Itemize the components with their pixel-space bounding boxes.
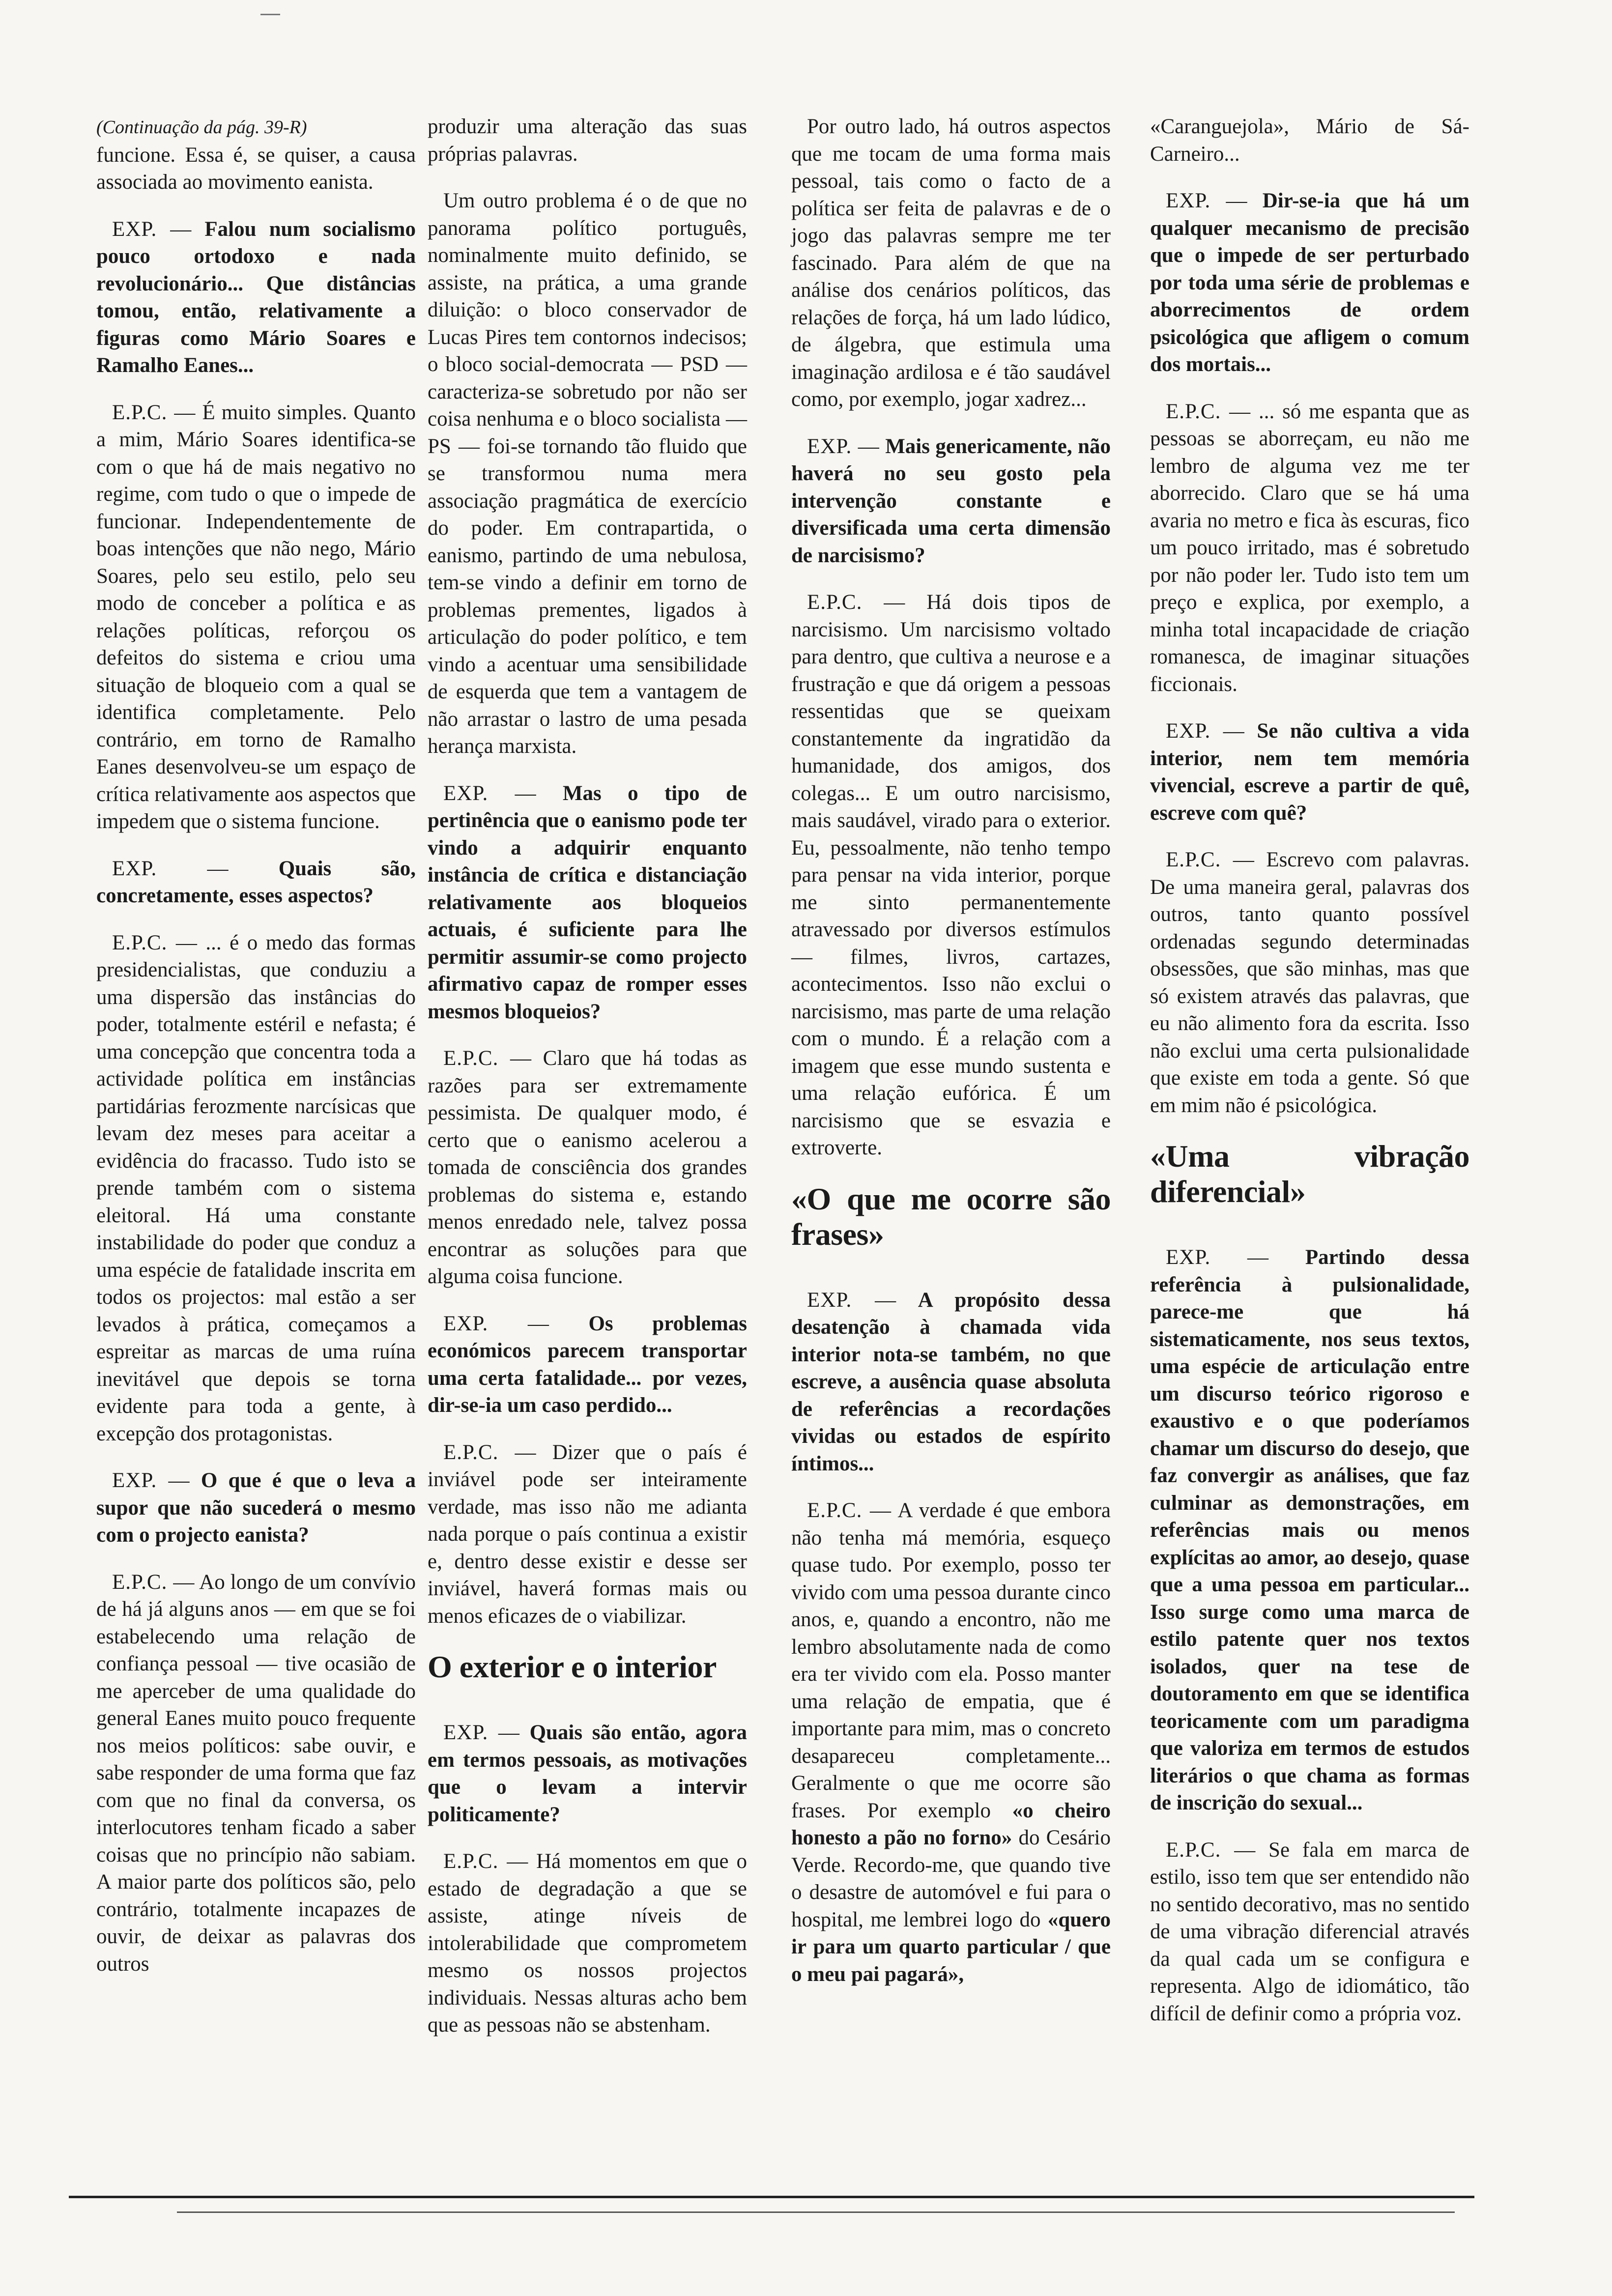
paragraph: produzir uma alteração das suas próprias palavras. [428,115,747,166]
question: EXP. — Se não cultiva a vida interior, nem tem memória vivencial, escreve a partir de quê, escreve com quê? [1150,719,1469,825]
column-4 [1150,113,1469,2047]
column-1 [96,113,416,1997]
section-heading: «Uma vibração diferencial» [1150,1139,1469,1209]
question: EXP. — A propósito dessa desatenção à chamada vida interior nota-se também, no que escreve, a ausência quase absoluta de referências a recordações vividas ou estados de espírito íntimos... [791,1288,1111,1475]
answer: E.P.C. — Há dois tipos de narcisismo. Um narcisismo voltado para dentro, que cultiva a neurose e a frustração e que dá origem a pessoas ressentidas que se queixam constantemente da ingratidão da humanidade, dos amigos, dos colegas... E um outro narcisismo, mais saudável, virado para o exterior. Eu, pessoalmente, não tenho tempo para pensar na vida interior, porque me sinto permanentemente atravessado por diversos estímulos — filmes, livros, cartazes, acontecimentos. Isso não exclui o narcisismo, mas parte de uma relação com o mundo. É a relação com a imagem que esse mundo sustenta e uma relação eufórica. É um narcisismo que se esvazia e extroverte. [791,591,1111,1159]
top-print-mark [260,14,280,15]
question: EXP. — Dir-se-ia que há um qualquer mecanismo de precisão que o impede de ser perturbado por toda uma série de problemas e aborrecimentos de ordem psicológica que afligem o comum dos mortais... [1150,189,1469,376]
paragraph: Um outro problema é o de que no panorama político português, nominalmente muito definido, se assiste, na prática, a uma grande diluição: o bloco conservador de Lucas Pires tem contornos indecisos; o bloco social-democrata — PSD — caracteriza-se sobretudo por não ser coisa nenhuma e o bloco socialista — PS — foi-se tornando tão fluido que se transformou numa mera associação pragmática de exercício do poder. Em contrapartida, o eanismo, partindo de uma nebulosa, tem-se vindo a definir em torno de problemas prementes, ligados à articulação do poder político, e tem vindo a acentuar uma sensibilidade de esquerda que tem a vantagem de não arrastar o lastro de uma pesada herança marxista. [428,189,747,758]
paragraph: Por outro lado, há outros aspectos que me tocam de uma forma mais pessoal, tais como o facto de a política ser feita de palavras e de o jogo das palavras sempre me ter fascinado. Para além de que na análise dos cenários políticos, das relações de força, há um lado lúdico, de álgebra, que estimula uma imaginação ardilosa e é tão saudável como, por exemplo, jogar xadrez... [791,115,1111,411]
question: EXP. — Quais são então, agora em termos pessoais, as motivações que o levam a intervir politicamente? [428,1721,747,1826]
answer: E.P.C. — Escrevo com palavras. De uma maneira geral, palavras dos outros, tanto quanto possível ordenadas segundo determinadas obsessões, que são minhas, mas que só existem através das palavras, que eu não alimento fora da escrita. Isso não exclui uma certa pulsionalidade que existe em toda a gente. Só que em mim não é psicológica. [1150,848,1469,1117]
continuation-note: (Continuação da pág. 39-R) funcione. Essa é, se quiser, a causa associada ao movimento eanista. [96,117,416,194]
question: EXP. — Os problemas económicos parecem transportar uma certa fatalidade... por vezes, dir-se-ia um caso perdido... [428,1312,747,1417]
column-3 [791,113,1111,2008]
column-2 [428,113,747,2059]
section-heading: «O que me ocorre são frases» [791,1181,1111,1252]
answer: E.P.C. — A verdade é que embora não tenha má memória, esqueço quase tudo. Por exemplo, posso ter vivido com uma pessoa durante cinco anos, e, quando a encontro, não me lembro absolutamente nada de como era ter vivido com ela. Posso manter uma relação de empatia, que é importante para mim, mas o concreto desapareceu completamente... Geralmente o que me ocorre são frases. Por exemplo «o cheiro honesto a pão no forno» do Cesário Verde. Recordo-me, que quando tive o desastre de automóvel e fui para o hospital, me lembrei logo do «quero ir para um quarto particular / que o meu pai pagará», [791,1499,1111,1986]
question: EXP. — Falou num socialismo pouco ortodoxo e nada revolucionário... Que distâncias tomou, então, relativamente a figuras como Mário Soares e Ramalho Eanes... [96,217,416,377]
answer: E.P.C. — Claro que há todas as razões para ser extremamente pessimista. De qualquer modo, é certo que o eanismo acelerou a tomada de consciência dos grandes problemas do sistema e, estando menos enredado nele, talvez possa encontrar as soluções para que alguma coisa funcione. [428,1047,747,1288]
paragraph: «Caranguejola», Mário de Sá-Carneiro... [1150,115,1469,166]
answer: E.P.C. — ... é o medo das formas presidencialistas, que conduziu a uma dispersão das instâncias do poder, totalmente estéril e nefasta; é uma concepção que concentra toda a actividade política em instâncias partidárias ferozmente narcísicas que levam dez meses para aceitar a evidência do fracasso. Tudo isto se prende também com o sistema eleitoral. Há uma constante instabilidade do poder que conduz a uma espécie de fatalidade inscrita em todos os projectos: mal estão a ser levados à prática, começamos a espreitar as marcas de uma ruína inevitável que depois se torna evidente para toda a gente, à excepção dos protagonistas. [96,931,416,1445]
bottom-rule-secondary [177,2211,1455,2213]
section-heading: O exterior e o interior [428,1649,717,1684]
answer: E.P.C. — Dizer que o país é inviável pode ser inteiramente verdade, mas isso não me adianta nada porque o país continua a existir e, dentro desse existir e desse ser inviável, haverá formas mais ou menos eficazes de o viabilizar. [428,1440,747,1628]
question: EXP. — Quais são, concretamente, esses aspectos? [96,857,416,907]
bottom-rule [69,2196,1474,2198]
answer: E.P.C. — É muito simples. Quanto a mim, Mário Soares identifica-se com o que há de mais negativo no regime, com tudo o que o impede de funcionar. Independentemente de boas intenções que não nego, Mário Soares, pelo seu estilo, pelo seu modo de conceber a política e as relações políticas, reforçou os defeitos do sistema e criou uma situação de bloqueio com a qual se identifica completamente. Pelo contrário, em torno de Ramalho Eanes desenvolveu-se um espaço de crítica relativamente aos aspectos que impedem que o sistema funcione. [96,401,416,833]
answer: E.P.C. — Ao longo de um convívio de há já alguns anos — em que se foi estabelecendo uma relação de confiança pessoal — tive ocasião de me aperceber de uma qualidade do general Eanes muito pouco frequente nos meios políticos: sabe ouvir, e sabe responder de uma forma que faz com que no final da conversa, os interlocutores tenham ficado a saber coisas que no princípio não sabiam. A maior parte dos políticos são, pelo contrário, totalmente incapazes de ouvir, de deixar as palavras dos outros [96,1570,416,1976]
answer: E.P.C. — Há momentos em que o estado de degradação a que se assiste, atinge níveis de intolerabilidade que comprometem mesmo os nossos projectos individuais. Nessas alturas acho bem que as pessoas não se abstenham. [428,1850,747,2037]
question: EXP. — Partindo dessa referência à pulsionalidade, parece-me que há sistematicamente, nos seus textos, uma espécie de articulação entre um discurso teórico rigoroso e exaustivo e o que poderíamos chamar um discurso do desejo, que faz convergir as análises, que faz culminar as demonstrações, em referências mais ou menos explícitas ao amor, ao desejo, quase que a uma pessoa em particular... Isso surge como uma marca de estilo patente quer nos textos isolados, quer na tese de doutoramento em que se identifica teoricamente com um paradigma que valoriza em termos de estudos literários o que chama as formas de inscrição do sexual... [1150,1246,1470,1814]
question: EXP. — O que é que o leva a supor que não sucederá o mesmo com o projecto eanista? [96,1469,416,1547]
question: EXP. — Mas o tipo de pertinência que o eanismo pode ter vindo a adquirir enquanto instância de crítica e distanciação relativamente aos bloqueios actuais, é suficiente para lhe permitir assumir-se como projecto afirmativo capaz de romper esses mesmos bloqueios? [428,781,748,1023]
answer: E.P.C. — Se fala em marca de estilo, isso tem que ser entendido não no sentido decorativo, mas no sentido de uma vibração diferencial através da qual cada um se configura e representa. Algo de idiomático, tão difícil de definir como a própria voz. [1150,1838,1469,2025]
answer: E.P.C. — ... só me espanta que as pessoas se aborreçam, eu não me lembro de alguma vez me ter aborrecido. Claro que se há uma avaria no metro e fica às escuras, fico um pouco irritado, mas é sobretudo por não poder ler. Tudo isto tem um preço e explica, por exemplo, a minha total incapacidade de criação romanesca, de imaginar situações ficcionais. [1150,400,1469,696]
question: EXP. — Mais genericamente, não haverá no seu gosto pela intervenção constante e diversificada uma certa dimensão de narcisismo? [791,434,1111,567]
